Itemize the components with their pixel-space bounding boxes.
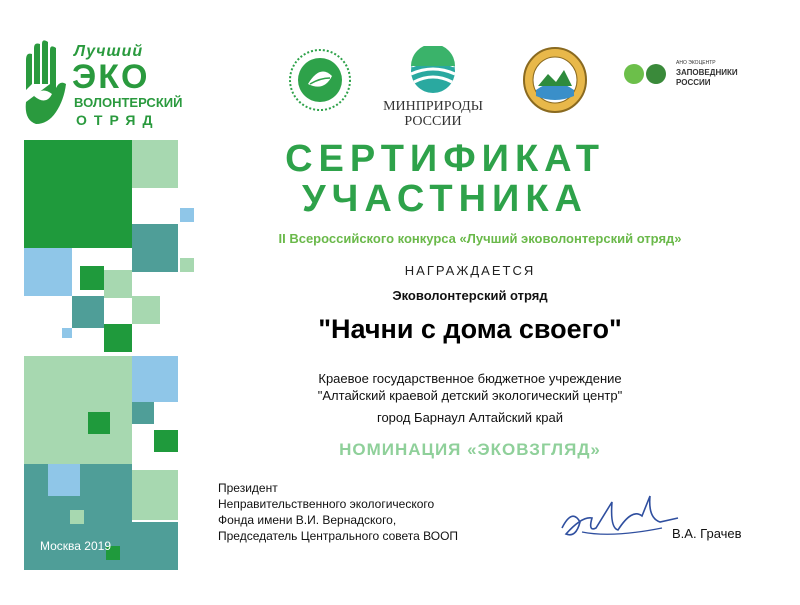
partner-minprirody-logo bbox=[378, 46, 488, 131]
partner-zapovedniki-logo bbox=[624, 60, 784, 100]
circle-icon bbox=[646, 64, 666, 84]
certificate-title-line2: УЧАСТНИКА bbox=[302, 178, 588, 220]
group-name: "Начни с дома своего" bbox=[318, 314, 622, 344]
certificate-title-line1: СЕРТИФИКАТ bbox=[285, 138, 605, 180]
nature-society-emblem-icon bbox=[522, 46, 588, 114]
signatory-org-line2: Фонда имени В.И. Вернадского, bbox=[218, 513, 397, 527]
zapovedniki-subtitle: РОССИИ bbox=[676, 78, 711, 87]
minprirody-title: МИНПРИРОДЫ bbox=[383, 99, 483, 114]
signature-image bbox=[552, 488, 682, 558]
waves-globe-icon bbox=[408, 46, 458, 96]
partner-voop-logo bbox=[522, 46, 588, 114]
logo-line-squad: ОТРЯД bbox=[76, 112, 160, 128]
organization-line2: "Алтайский краевой детский экологический центр" bbox=[317, 388, 623, 403]
signatory-title: Президент bbox=[218, 481, 278, 495]
nomination: НОМИНАЦИЯ «ЭКОВЗГЛЯД» bbox=[339, 440, 601, 459]
signatory-org-line3: Председатель Центрального совета ВООП bbox=[218, 529, 459, 543]
organization-line1: Краевое государственное бюджетное учреждение bbox=[318, 371, 622, 386]
globe-leaf-icon bbox=[288, 48, 352, 112]
logo-line-volunteer: ВОЛОНТЕРСКИЙ bbox=[74, 95, 183, 110]
signatory-org-line1: Неправительственного экологического bbox=[218, 497, 435, 511]
signatory-name: В.А. Грачев bbox=[672, 526, 742, 541]
contest-name: II Всероссийского конкурса «Лучший эковолонтерский отряд» bbox=[278, 231, 682, 246]
minprirody-subtitle: РОССИИ bbox=[404, 114, 462, 129]
zapovedniki-small-label: АНО ЭКОЦЕНТР bbox=[676, 60, 716, 66]
contest-logo bbox=[18, 40, 193, 130]
signatory-block bbox=[218, 480, 498, 544]
group-type: Эковолонтерский отряд bbox=[392, 288, 548, 303]
city-year: Москва 2019 bbox=[40, 539, 111, 553]
logo-line-eco: ЭКО bbox=[72, 58, 150, 96]
zapovedniki-title: ЗАПОВЕДНИКИ bbox=[676, 68, 738, 77]
logo-line-best: Лучший bbox=[74, 43, 144, 60]
circle-icon bbox=[624, 64, 644, 84]
partner-fund-logo bbox=[288, 48, 352, 112]
awarded-label: НАГРАЖДАЕТСЯ bbox=[404, 263, 536, 278]
hand-leaf-icon bbox=[18, 40, 78, 130]
organization-city: город Барнаул Алтайский край bbox=[376, 410, 563, 425]
